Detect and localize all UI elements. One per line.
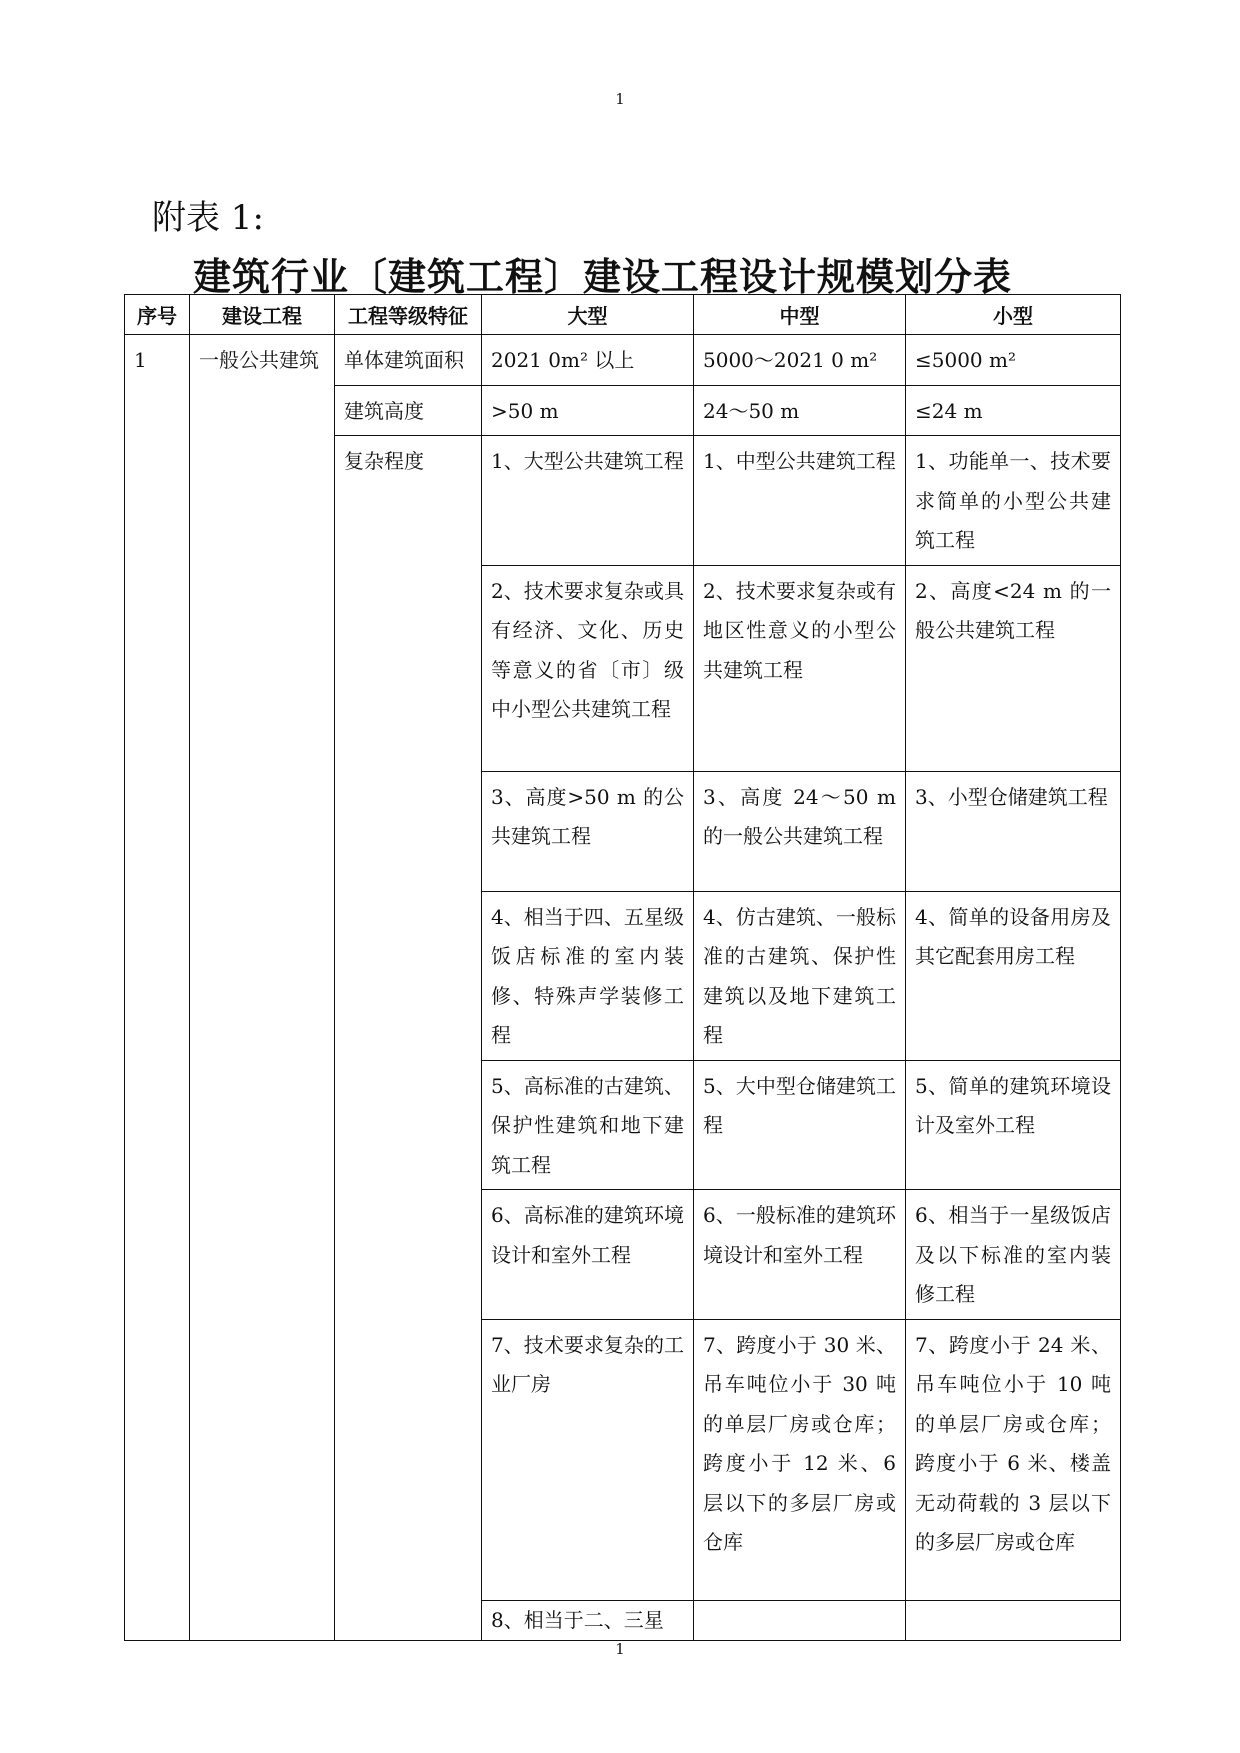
small-cell: 3、小型仓储建筑工程	[906, 771, 1121, 891]
large-cell: 6、高标准的建筑环境设计和室外工程	[482, 1190, 694, 1320]
medium-cell: 5000～2021 0 m²	[694, 335, 906, 386]
large-cell: 3、高度>50 m 的公共建筑工程	[482, 771, 694, 891]
page-title: 建筑行业〔建筑工程〕建设工程设计规模划分表	[193, 255, 1013, 299]
header-large: 大型	[482, 295, 694, 335]
header-seq: 序号	[125, 295, 190, 335]
medium-cell: 5、大中型仓储建筑工程	[694, 1060, 906, 1190]
header-feature: 工程等级特征	[335, 295, 482, 335]
feature-cell: 建筑高度	[335, 385, 482, 436]
seq-cell: 1	[125, 335, 190, 1641]
medium-cell: 24～50 m	[694, 385, 906, 436]
page-number-bottom: 1	[615, 1640, 625, 1658]
large-cell: >50 m	[482, 385, 694, 436]
small-cell: 2、高度<24 m 的一般公共建筑工程	[906, 565, 1121, 771]
small-cell: ≤24 m	[906, 385, 1121, 436]
medium-cell: 7、跨度小于 30 米、吊车吨位小于 30 吨的单层厂房或仓库；跨度小于 12 米、6 层以下的多层厂房或仓库	[694, 1319, 906, 1600]
header-medium: 中型	[694, 295, 906, 335]
feature-cell: 单体建筑面积	[335, 335, 482, 386]
large-cell: 7、技术要求复杂的工业厂房	[482, 1319, 694, 1600]
complexity-cell: 复杂程度	[335, 436, 482, 1641]
header-project: 建设工程	[190, 295, 335, 335]
classification-table	[124, 294, 1121, 1641]
large-cell: 8、相当于二、三星	[482, 1600, 694, 1641]
appendix-label: 附表 1:	[152, 198, 264, 238]
small-cell: 7、跨度小于 24 米、吊车吨位小于 10 吨的单层厂房或仓库；跨度小于 6 米、楼盖无动荷载的 3 层以下的多层厂房或仓库	[906, 1319, 1121, 1600]
table-header-row	[125, 295, 1121, 335]
medium-cell: 4、仿古建筑、一般标准的古建筑、保护性建筑以及地下建筑工程	[694, 891, 906, 1060]
small-cell: 4、简单的设备用房及其它配套用房工程	[906, 891, 1121, 1060]
large-cell: 2、技术要求复杂或具有经济、文化、历史等意义的省〔市〕级中小型公共建筑工程	[482, 565, 694, 771]
medium-cell: 1、中型公共建筑工程	[694, 436, 906, 566]
small-cell: 1、功能单一、技术要求简单的小型公共建筑工程	[906, 436, 1121, 566]
page-number-top: 1	[615, 90, 625, 108]
header-small: 小型	[906, 295, 1121, 335]
large-cell: 2021 0m² 以上	[482, 335, 694, 386]
project-cell: 一般公共建筑	[190, 335, 335, 1641]
large-cell: 5、高标准的古建筑、保护性建筑和地下建筑工程	[482, 1060, 694, 1190]
medium-cell: 2、技术要求复杂或有地区性意义的小型公共建筑工程	[694, 565, 906, 771]
medium-cell: 3、高度 24～50 m 的一般公共建筑工程	[694, 771, 906, 891]
small-cell: 5、简单的建筑环境设计及室外工程	[906, 1060, 1121, 1190]
large-cell: 4、相当于四、五星级饭店标准的室内装修、特殊声学装修工程	[482, 891, 694, 1060]
small-cell: ≤5000 m²	[906, 335, 1121, 386]
large-cell: 1、大型公共建筑工程	[482, 436, 694, 566]
medium-cell: 6、一般标准的建筑环境设计和室外工程	[694, 1190, 906, 1320]
small-cell: 6、相当于一星级饭店及以下标准的室内装修工程	[906, 1190, 1121, 1320]
medium-cell	[694, 1600, 906, 1641]
small-cell	[906, 1600, 1121, 1641]
table-row	[125, 335, 1121, 386]
